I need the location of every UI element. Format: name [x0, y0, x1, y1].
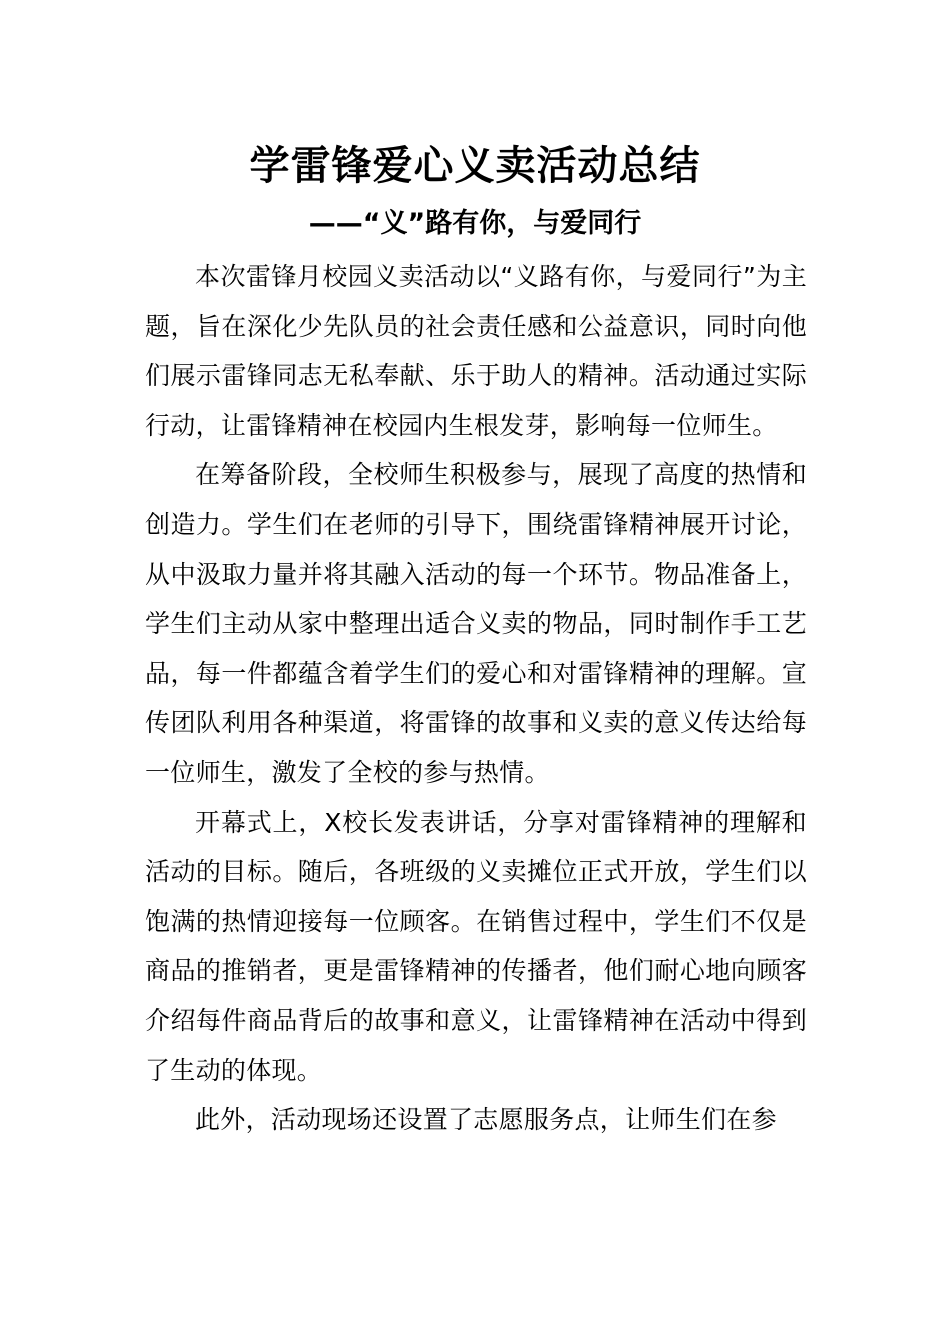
- paragraph-preparation: 在筹备阶段，全校师生积极参与，展现了高度的热情和创造力。学生们在老师的引导下，围绕雷锋精神展开讨论，从中汲取力量并将其融入活动的每一个环节。物品准备上，学生们主动从家中整理出适合义卖的物品，同时制作手工艺品，每一件都蕴含着学生们的爱心和对雷锋精神的理解。宣传团队利用各种渠道，将雷锋的故事和义卖的意义传达给每一位师生，激发了全校的参与热情。: [145, 460, 807, 787]
- document-body: [145, 252, 807, 1145]
- paragraph-volunteer: 此外，活动现场还设置了志愿服务点，让师生们在参: [195, 1105, 777, 1135]
- paragraph-theme: 本次雷锋月校园义卖活动以“义路有你，与爱同行”为主题，旨在深化少先队员的社会责任感和公益意识，同时向他们展示雷锋同志无私奉献、乐于助人的精神。活动通过实际行动，让雷锋精神在校园内生根发芽，影响每一位师生。: [145, 262, 807, 440]
- document-subtitle: ——“义”路有你，与爱同行: [308, 208, 642, 239]
- paragraph-opening: 开幕式上，X校长发表讲话，分享对雷锋精神的理解和活动的目标。随后，各班级的义卖摊位正式开放，学生们以饱满的热情迎接每一位顾客。在销售过程中，学生们不仅是商品的推销者，更是雷锋精神的传播者，他们耐心地向顾客介绍每件商品背后的故事和意义，让雷锋精神在活动中得到了生动的体现。: [145, 807, 807, 1085]
- document-title: 学雷锋爱心义卖活动总结: [249, 143, 701, 189]
